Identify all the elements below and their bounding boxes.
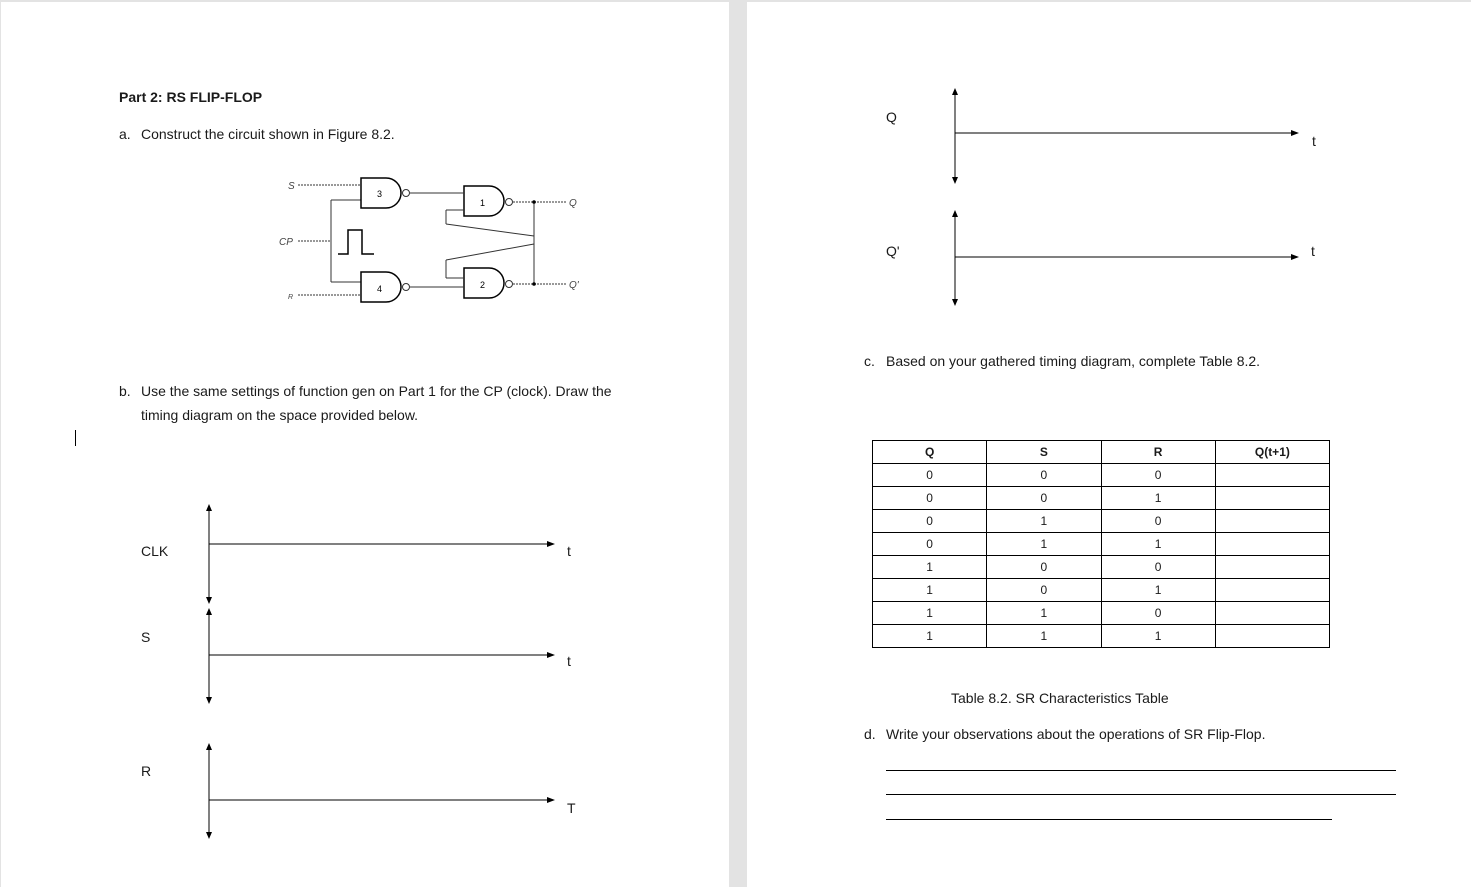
table-row xyxy=(873,464,1330,487)
table-row xyxy=(873,602,1330,625)
table-cell: 0 xyxy=(1101,556,1215,579)
table-cell: 1 xyxy=(1101,579,1215,602)
timing-axes-r xyxy=(201,743,561,839)
table-cell: 0 xyxy=(873,487,987,510)
table-header-q-next: Q(t+1) xyxy=(1215,441,1329,464)
table-row xyxy=(873,487,1330,510)
table-cell: 1 xyxy=(873,602,987,625)
table-cell: 1 xyxy=(987,602,1101,625)
item-c-text: Based on your gathered timing diagram, complete Table 8.2. xyxy=(886,353,1261,369)
timing-axes-clk xyxy=(201,504,561,604)
table-cell: 0 xyxy=(1101,510,1215,533)
timing-axes-q xyxy=(947,88,1307,184)
timing-axes-q-bar xyxy=(947,210,1307,306)
item-a-marker: a. xyxy=(119,126,131,142)
table-cell: 1 xyxy=(1101,487,1215,510)
item-b-marker: b. xyxy=(119,383,131,399)
table-cell-answer[interactable] xyxy=(1215,602,1329,625)
table-row xyxy=(873,625,1330,648)
circuit-label-q: Q xyxy=(569,198,577,209)
timing-label-q: Q xyxy=(886,109,897,125)
table-cell: 0 xyxy=(873,464,987,487)
table-row xyxy=(873,510,1330,533)
table-cell-answer[interactable] xyxy=(1215,579,1329,602)
table-cell: 0 xyxy=(987,556,1101,579)
table-cell: 0 xyxy=(873,533,987,556)
gate-number-2: 2 xyxy=(480,280,486,290)
answer-line-1[interactable] xyxy=(886,770,1396,771)
table-row xyxy=(873,579,1330,602)
table-cell: 1 xyxy=(873,625,987,648)
gate-number-3: 3 xyxy=(377,189,383,199)
rs-flipflop-circuit-figure xyxy=(276,172,596,312)
timing-axis-clk-t: t xyxy=(567,543,571,559)
circuit-label-cp: CP xyxy=(279,237,293,248)
timing-label-r: R xyxy=(141,763,152,779)
item-a-text: Construct the circuit shown in Figure 8.2. xyxy=(141,126,395,142)
item-b-line2: timing diagram on the space provided below. xyxy=(141,407,419,423)
table-cell-answer[interactable] xyxy=(1215,533,1329,556)
document-page-left[interactable] xyxy=(1,2,729,887)
table-cell: 0 xyxy=(873,510,987,533)
timing-label-q-bar: Q' xyxy=(886,243,900,259)
item-b-line1: Use the same settings of function gen on Part 1 for the CP (clock). Draw the xyxy=(141,383,612,399)
document-page-right[interactable] xyxy=(747,2,1471,887)
table-cell: 1 xyxy=(1101,625,1215,648)
table-header-row xyxy=(873,441,1330,464)
table-cell: 1 xyxy=(873,579,987,602)
timing-label-clk: CLK xyxy=(141,543,169,559)
table-cell: 1 xyxy=(873,556,987,579)
table-row xyxy=(873,556,1330,579)
timing-label-s: S xyxy=(141,629,151,645)
timing-axes-s xyxy=(201,608,561,704)
table-cell-answer[interactable] xyxy=(1215,625,1329,648)
table-header-q: Q xyxy=(873,441,987,464)
answer-line-3[interactable] xyxy=(886,819,1332,820)
table-cell: 1 xyxy=(1101,533,1215,556)
table-header-r: R xyxy=(1101,441,1215,464)
table-cell-answer[interactable] xyxy=(1215,556,1329,579)
table-cell: 1 xyxy=(987,510,1101,533)
table-cell: 0 xyxy=(987,487,1101,510)
timing-axis-s-t: t xyxy=(567,653,571,669)
timing-axis-r-t: T xyxy=(567,800,576,816)
table-row xyxy=(873,533,1330,556)
circuit-label-s: S xyxy=(288,181,295,192)
table-cell: 1 xyxy=(987,625,1101,648)
table-cell: 1 xyxy=(987,533,1101,556)
table-cell-answer[interactable] xyxy=(1215,510,1329,533)
table-cell: 0 xyxy=(1101,602,1215,625)
table-cell-answer[interactable] xyxy=(1215,487,1329,510)
item-c-marker: c. xyxy=(864,353,875,369)
timing-axis-q-t: t xyxy=(1312,133,1316,149)
item-d-text: Write your observations about the operations of SR Flip-Flop. xyxy=(886,726,1266,742)
circuit-label-q-bar: Q' xyxy=(569,280,579,291)
table-caption: Table 8.2. SR Characteristics Table xyxy=(951,690,1169,706)
text-cursor xyxy=(75,430,76,446)
timing-axis-q-bar-t: t xyxy=(1311,243,1315,259)
gate-number-1: 1 xyxy=(480,198,486,208)
table-cell: 0 xyxy=(987,464,1101,487)
circuit-label-r: R xyxy=(288,294,294,301)
table-cell: 0 xyxy=(987,579,1101,602)
answer-line-2[interactable] xyxy=(886,794,1396,795)
table-cell-answer[interactable] xyxy=(1215,464,1329,487)
item-d-marker: d. xyxy=(864,726,876,742)
part-title: Part 2: RS FLIP-FLOP xyxy=(119,89,263,105)
table-header-s: S xyxy=(987,441,1101,464)
gate-number-4: 4 xyxy=(377,284,383,294)
sr-characteristics-table xyxy=(872,440,1330,648)
table-cell: 0 xyxy=(1101,464,1215,487)
